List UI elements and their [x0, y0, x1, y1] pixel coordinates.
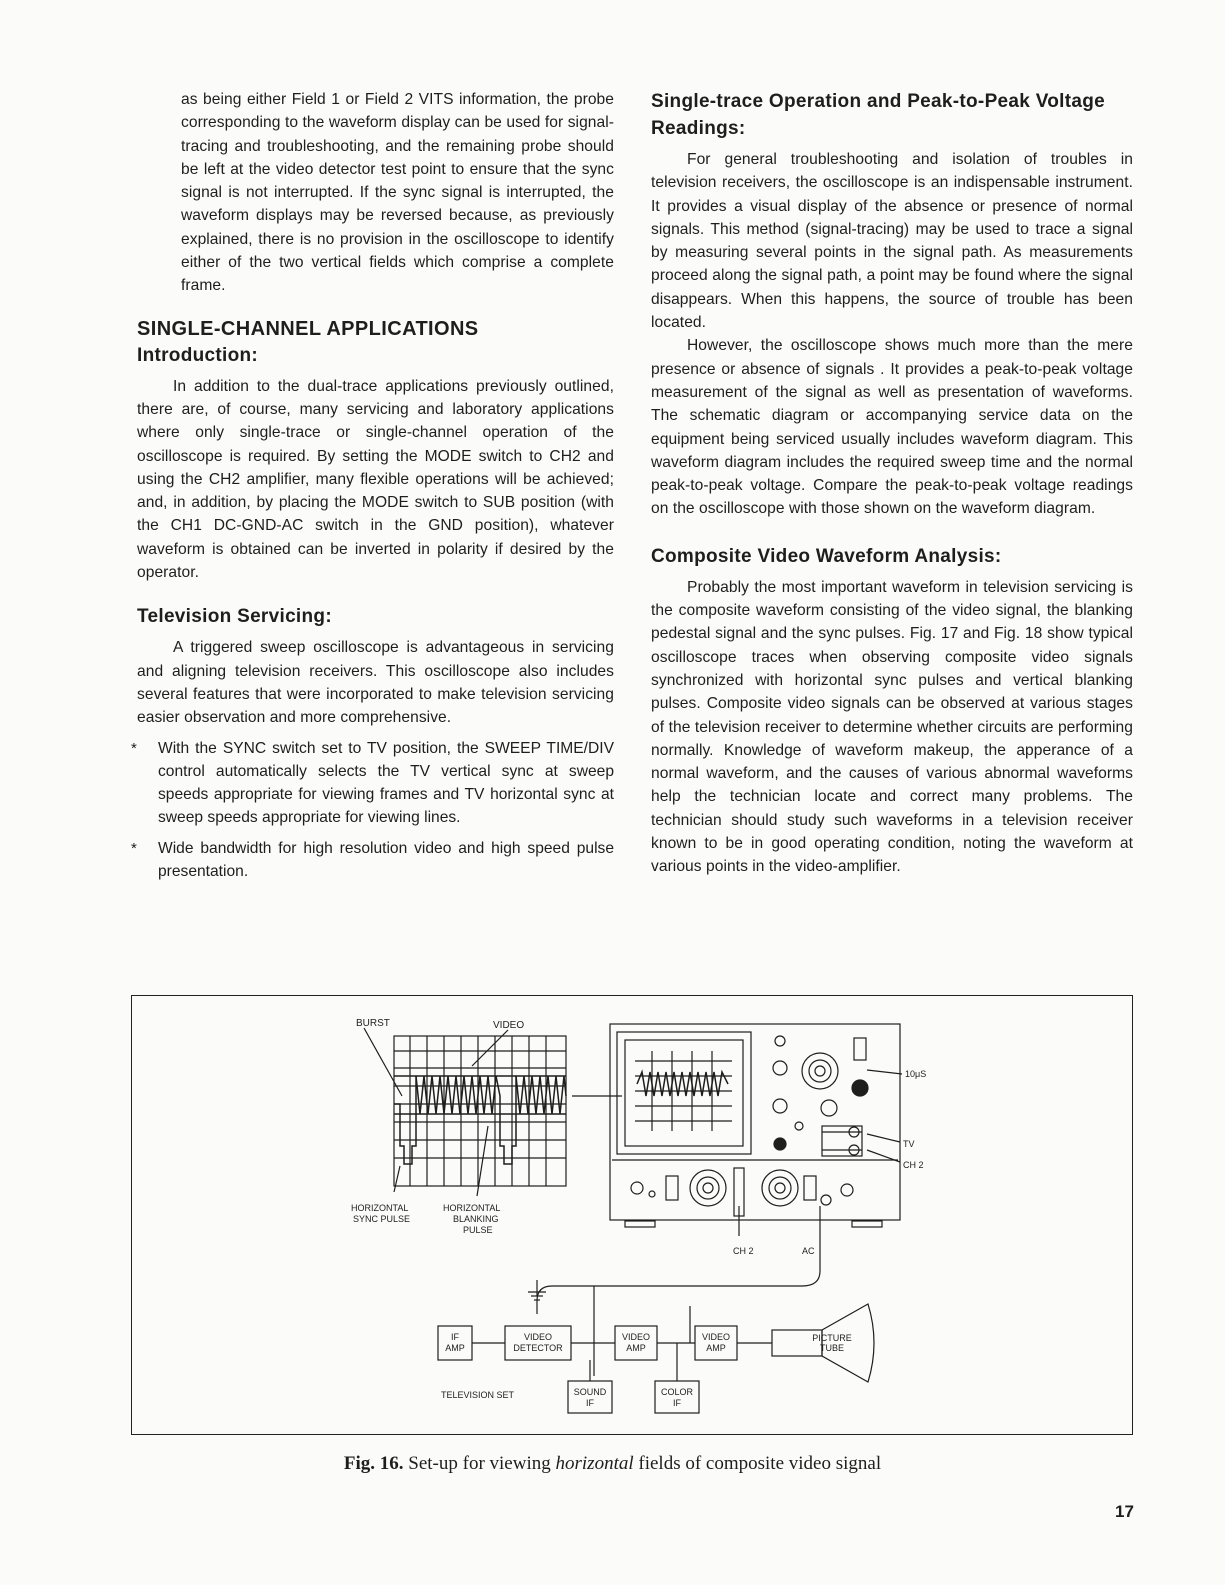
bullet-text: Wide bandwidth for high resolution video and high speed pulse presentation. [158, 839, 614, 881]
figure-caption [0, 1453, 1225, 1475]
caption-suffix: fields of composite video signal [638, 1453, 882, 1474]
block-picture-tube-line1: PICTURE [812, 1333, 852, 1343]
continued-paragraph: as being either Field 1 or Field 2 VITS information, the probe corresponding to the waveform display can be used for signal-tracing and troubleshooting, and the remaining probe should be left at the video detector test point to ensure that the sync signal is not interrupted. If the sync signal is interrupted, the waveform displays may be reversed because, as previously explained, there is no provision in the oscilloscope to identify either of the two vertical fields which comprise a complete frame. [181, 91, 614, 295]
block-sound-if-line1: SOUND [573, 1387, 607, 1397]
composite-video-paragraph: Probably the most important waveform in television servicing is the composite waveform consisting of the video signal, the blanking pedestal signal and the sync pulses. Fig. 17 and Fig. 18 show typical oscilloscope traces when observing composite video signals synchronized with horizontal sync pulses and vertical blanking pulses. Composite video signals can be observed at various stages of the television receiver to determine whether circuits are performing normally. Knowledge of waveform makeup, the apperance of a normal waveform, and the causes of various abnormal waveforms help the technician locate and correct many problems. The technician should study such waveforms in a television receiver known to be in good operating condition, noting the waveform at various points in the video-amplifier. [651, 578, 1133, 876]
block-if-amp-line2: AMP [445, 1343, 465, 1353]
section-heading-single-channel: SINGLE-CHANNEL APPLICATIONS [137, 317, 479, 340]
block-video-detector-line2: DETECTOR [513, 1343, 563, 1353]
heading-television-servicing: Television Servicing: [137, 606, 332, 628]
heading-introduction: Introduction: [137, 344, 259, 366]
introduction-paragraph: In addition to the dual-trace applications previously outlined, there are, of course, many servicing and laboratory applications where only single-trace or single-channel operation of the oscilloscope is required. By setting the MODE switch to CH2 and using the CH2 amplifier, many flexible operations will be achieved; and, in addition, by placing the MODE switch to SUB position (with the CH1 DC-GND-AC switch in the GND position), whatever waveform is obtained can be inverted in polarity if desired by the operator. [137, 377, 614, 582]
left-column [131, 88, 614, 883]
label-horizontal-blanking-3: PULSE [463, 1225, 493, 1235]
label-horizontal-blanking-1: HORIZONTAL [443, 1203, 501, 1213]
bullet-item-sync [131, 737, 614, 830]
oscilloscope [528, 1024, 902, 1376]
block-video-amp-2-line2: AMP [706, 1343, 726, 1353]
block-color-if-line2: IF [673, 1398, 681, 1408]
block-color-if-line1: COLOR [660, 1387, 694, 1397]
label-horizontal-sync-2: SYNC PULSE [353, 1214, 411, 1224]
bullet-mark: * [131, 739, 137, 757]
figure-number: Fig. 16. [343, 1453, 404, 1474]
label-tv-sync: TV [903, 1139, 915, 1149]
bullet-mark: * [131, 839, 137, 857]
block-if-amp-line1: IF [451, 1332, 459, 1342]
caption-emphasis: horizontal [555, 1453, 634, 1474]
single-trace-paragraph-1: For general troubleshooting and isolation of troubles in television receivers, the oscilloscope is an indispensable instrument. It provides a visual display of the absence or presence of normal signals. This method (signal-tracing) may be used to trace a signal by measuring several points in the signal path. As measurements proceed along the signal path, a point may be found where the signal disappears. When this happens, the source of trouble has been located. [651, 151, 1133, 332]
label-ch2-mode: CH 2 [903, 1160, 924, 1170]
page-number: 17 [1115, 1502, 1134, 1521]
television-servicing-paragraph: A triggered sweep oscilloscope is advantageous in servicing and aligning television receivers. This oscilloscope also includes several features that were incorporated to make television servicing easier observation and more comprehensive. [137, 639, 614, 727]
block-video-detector-line1: VIDEO [523, 1332, 553, 1342]
block-video-amp-1-line1: VIDEO [621, 1332, 651, 1342]
label-television-set: TELEVISION SET [441, 1390, 515, 1400]
composite-video-trace [394, 1076, 566, 1164]
bullet-item-bandwidth [131, 837, 614, 884]
bullet-text: With the SYNC switch set to TV position, the SWEEP TIME/DIV control automatically selects the TV vertical sync at sweep speeds appropriate for viewing frames and TV horizontal sync at sweep speeds appropriate for viewing lines. [158, 739, 614, 827]
right-column [651, 88, 1133, 879]
label-horizontal-blanking-2: BLANKING [453, 1214, 499, 1224]
block-sound-if-line2: IF [586, 1398, 594, 1408]
single-trace-paragraph-2: However, the oscilloscope shows much more than the mere presence or absence of signals . It provides a peak-to-peak voltage measurement of the signal as well as presentation of waveforms. The schematic diagram or accompanying service data on the equipment being serviced usually includes waveform diagram. This waveform diagram includes the required sweep time and the normal peak-to-peak voltage. Compare the peak-to-peak voltage readings on the oscilloscope with those shown on the waveform diagram. [651, 337, 1133, 518]
label-time-div: 10μS [905, 1069, 927, 1079]
heading-composite-video: Composite Video Waveform Analysis: [651, 545, 1002, 567]
heading-single-trace: Single-trace Operation and Peak-to-Peak Voltage Readings: [651, 91, 1106, 139]
block-video-amp-2-line1: VIDEO [701, 1332, 731, 1342]
block-picture-tube-line2: TUBE [819, 1343, 845, 1353]
label-ac-coupling: AC [802, 1246, 815, 1256]
caption-prefix: Set-up for viewing [408, 1453, 551, 1474]
label-video: VIDEO [493, 1020, 525, 1031]
label-ch2-input: CH 2 [733, 1246, 754, 1256]
label-burst: BURST [356, 1018, 390, 1029]
block-video-amp-1-line2: AMP [626, 1343, 646, 1353]
setup-diagram-svg [132, 996, 1132, 1434]
figure-16-setup-diagram [131, 995, 1133, 1435]
label-horizontal-sync-1: HORIZONTAL [351, 1203, 409, 1213]
